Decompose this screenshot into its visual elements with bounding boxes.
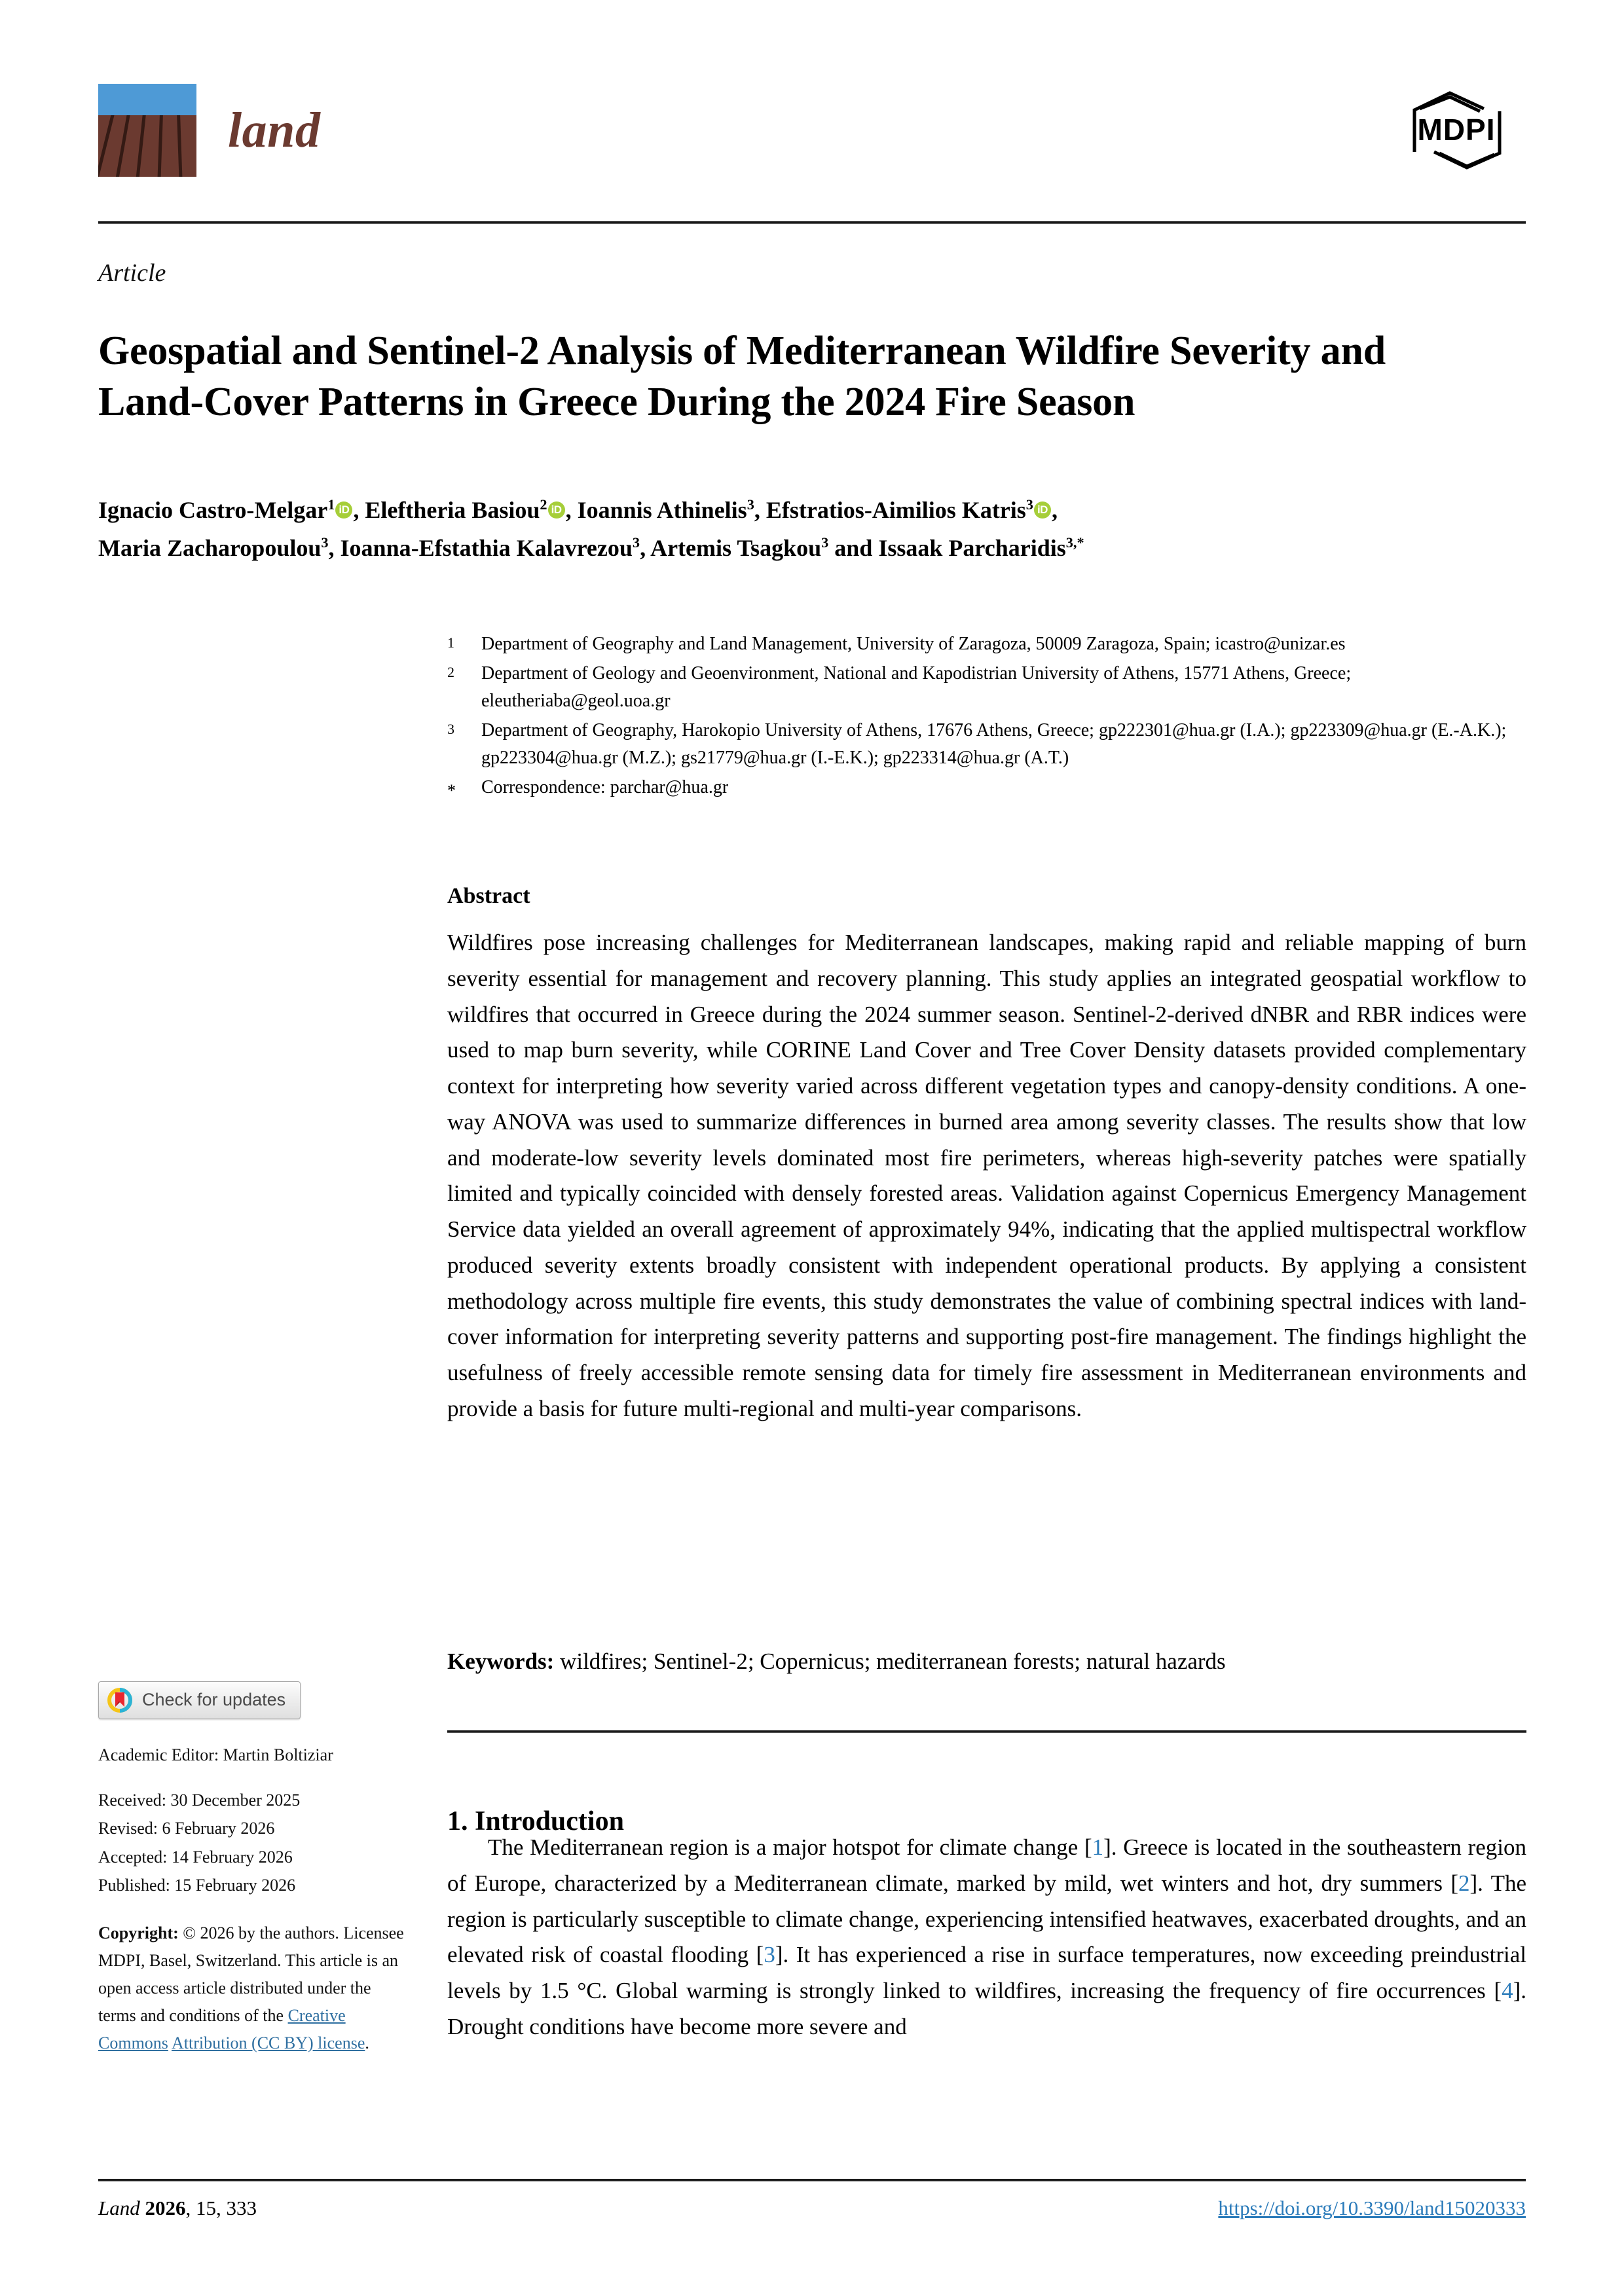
header-divider	[98, 221, 1526, 224]
author-name: Artemis Tsagkou	[650, 535, 822, 562]
author-name: Ioannis Athinelis	[577, 497, 747, 523]
logo-sky	[98, 84, 196, 118]
footer-divider	[98, 2179, 1526, 2181]
keywords-value: wildfires; Sentinel-2; Copernicus; mediterranean forests; natural hazards	[560, 1649, 1226, 1674]
citation-ref[interactable]: 1	[1092, 1834, 1104, 1860]
author-name: Efstratios-Aimilios Katris	[766, 497, 1026, 523]
keywords-label: Keywords:	[447, 1649, 555, 1674]
author-affiliation-mark: 3	[321, 534, 329, 551]
author-name: Ioanna-Efstathia Kalavrezou	[340, 535, 633, 562]
publication-dates	[98, 1788, 413, 1899]
logo-field	[98, 115, 196, 177]
date-revised: Revised: 6 February 2026	[98, 1819, 275, 1838]
author-affiliation-mark: 3	[747, 496, 754, 513]
date-received: Received: 30 December 2025	[98, 1790, 301, 1810]
abstract-text: Wildfires pose increasing challenges for Mediterranean landscapes, making rapid and reliable mapping of burn severity essential for management and recovery planning. This study applies an integrated geospatial workflow to wildfires that occurred in Greece during the 2024 summer season. Sentinel-2-derived dNBR and RBR indices were used to map burn severity, while CORINE Land Cover and Tree Cover Density datasets provided complementary context for interpreting how severity varied across different vegetation types and canopy-density conditions. A one-way ANOVA was used to summarize differences in burned area among severity classes. The results show that low and moderate-low severity levels dominated most fire perimeters, whereas high-severity patches were spatially limited and typically coincided with densely forested areas. Validation against Copernicus Emergency Management Service data yielded an overall agreement of approximately 94%, indicating that the applied multispectral workflow produced severity extents broadly consistent with independent operational products. By applying a consistent methodology across multiple fire events, this study demonstrates the value of combining spectral indices with land-cover information for interpreting severity patterns and supporting post-fire management. The findings highlight the usefulness of freely accessible remote sensing data for timely fire assessment in Mediterranean environments and provide a basis for future multi-regional and multi-year comparisons.	[447, 930, 1526, 1421]
author-affiliation-mark: 3	[821, 534, 829, 551]
author-name: Maria Zacharopoulou	[98, 535, 322, 562]
author-affiliation-mark: 3	[632, 534, 640, 551]
mdpi-logo[interactable]	[1407, 89, 1526, 170]
affiliation-item	[447, 660, 1526, 716]
affiliation-mark: 3	[447, 720, 454, 737]
svg-text:MDPI: MDPI	[1417, 113, 1496, 147]
journal-name: land	[228, 102, 321, 158]
metadata-sidebar	[98, 1681, 413, 2057]
affiliation-item	[447, 630, 1526, 659]
page-title: Geospatial and Sentinel-2 Analysis of Mediterranean Wildfire Severity and Land-Cover Patterns in Greece During the 2024 Fire Season	[98, 328, 1386, 424]
author-list: Ignacio Castro-Melgar$^1$ iD , Eleftheria Basiou$^2$ iD , Ioannis Athinelis$^3$, Efstratios-Aimilios Katris$^3$ iD , Maria Zacharopoulou$^3$, Ioanna-Efstathia Kalavrezou$^3$, Artemis Tsagkou$^3$ and Issaak Parcharidis$^{3,*}$	[98, 496, 1084, 562]
intro-text-d: ]. It has experienced a rise in surface temperatures, now exceeding preindustrial levels by 1.5 °C. Global warming is strongly linked to wildfires, increasing the frequency of fire occurrences [	[447, 1942, 1526, 2004]
author-name: Ignacio Castro-Melgar	[98, 497, 328, 523]
copyright-label: Copyright:	[98, 1923, 179, 1942]
author-affiliation-mark: 2	[540, 496, 547, 513]
author-affiliation-mark: 3,*	[1065, 534, 1084, 551]
abstract-heading: Abstract	[447, 884, 530, 908]
affiliation-text: Department of Geography, Harokopio University of Athens, 17676 Athens, Greece; gp222301@hua.gr (I.A.); gp223309@hua.gr (E.-A.K.); gp223304@hua.gr (M.Z.); gs21779@hua.gr (I.-E.K.); gp223314@hua.gr (A.T.)	[481, 720, 1507, 769]
section-heading-introduction: 1. Introduction	[447, 1806, 624, 1836]
footer-year: 2026	[145, 2196, 186, 2219]
intro-text-b: ]. Greece is located in the southeastern region of Europe, characterized by a Mediterranean climate, marked by mild, wet winters and hot, dry summers [	[447, 1834, 1526, 1896]
affiliation-item	[447, 717, 1526, 773]
affiliation-text: Department of Geography and Land Management, University of Zaragoza, 50009 Zaragoza, Spain; icastro@unizar.es	[481, 634, 1346, 654]
introduction-paragraph	[447, 1830, 1526, 2045]
correspondence-mark: *	[447, 780, 456, 800]
date-accepted: Accepted: 14 February 2026	[98, 1847, 293, 1867]
cc-license-link-2[interactable]: Attribution (CC BY) license	[172, 2033, 365, 2053]
article-type-label: Article	[98, 259, 166, 287]
journal-logo[interactable]	[98, 84, 320, 177]
page-footer	[98, 2196, 1526, 2220]
affiliation-mark: 1	[447, 634, 454, 651]
abstract-divider	[447, 1730, 1526, 1733]
footer-issue: , 15, 333	[185, 2196, 257, 2219]
author-name: Eleftheria Basiou	[365, 497, 540, 523]
crossmark-icon	[107, 1687, 133, 1713]
author-affiliation-mark: 3	[1025, 496, 1033, 513]
citation-ref[interactable]: 3	[764, 1942, 775, 1968]
copyright-notice	[98, 1920, 413, 2058]
academic-editor: Academic Editor: Martin Boltiziar	[98, 1745, 333, 1765]
author-affiliation-mark: 1	[327, 496, 335, 513]
author-name: Issaak Parcharidis	[878, 535, 1066, 562]
authors-conjunction: and	[834, 535, 873, 562]
land-logo-icon	[98, 84, 196, 177]
citation-ref[interactable]: 2	[1458, 1870, 1470, 1896]
correspondence-text: Correspondence: parchar@hua.gr	[481, 776, 729, 797]
copyright-tail: .	[365, 2033, 369, 2053]
intro-text-c: ]. The region is particularly susceptible to climate change, experiencing intensified heatwaves, exacerbated droughts, and an elevated risk of coastal flooding [	[447, 1870, 1527, 1968]
check-for-updates-label: Check for updates	[142, 1690, 286, 1710]
doi-link[interactable]: https://doi.org/10.3390/land15020333	[1218, 2196, 1526, 2219]
intro-text-a: The Mediterranean region is a major hotspot for climate change [	[488, 1834, 1092, 1860]
copyright-text: © 2026 by the authors. Licensee MDPI, Basel, Switzerland. This article is an open access article distributed under the terms and conditions of the	[98, 1923, 404, 2026]
correspondence-item	[447, 774, 1526, 804]
affiliation-text: Department of Geology and Geoenvironment, National and Kapodistrian University of Athens, 15771 Athens, Greece; eleutheriaba@geol.uoa.gr	[481, 663, 1352, 712]
check-for-updates-button[interactable]	[98, 1681, 301, 1719]
citation-ref[interactable]: 4	[1502, 1978, 1513, 2004]
orcid-icon[interactable]: iD	[1034, 501, 1051, 519]
masthead	[98, 84, 1526, 169]
orcid-icon[interactable]: iD	[548, 501, 565, 519]
footer-journal-name: Land	[98, 2196, 140, 2219]
affiliation-mark: 2	[447, 663, 454, 680]
footer-citation	[98, 2196, 257, 2220]
orcid-icon[interactable]: iD	[335, 501, 352, 519]
date-published: Published: 15 February 2026	[98, 1876, 296, 1895]
cc-license-link[interactable]: Creative Commons	[98, 2006, 346, 2053]
keywords-line	[447, 1644, 1526, 1679]
intro-text-e: ]. Drought conditions have become more severe and	[447, 1978, 1526, 2039]
affiliation-list	[447, 630, 1526, 805]
